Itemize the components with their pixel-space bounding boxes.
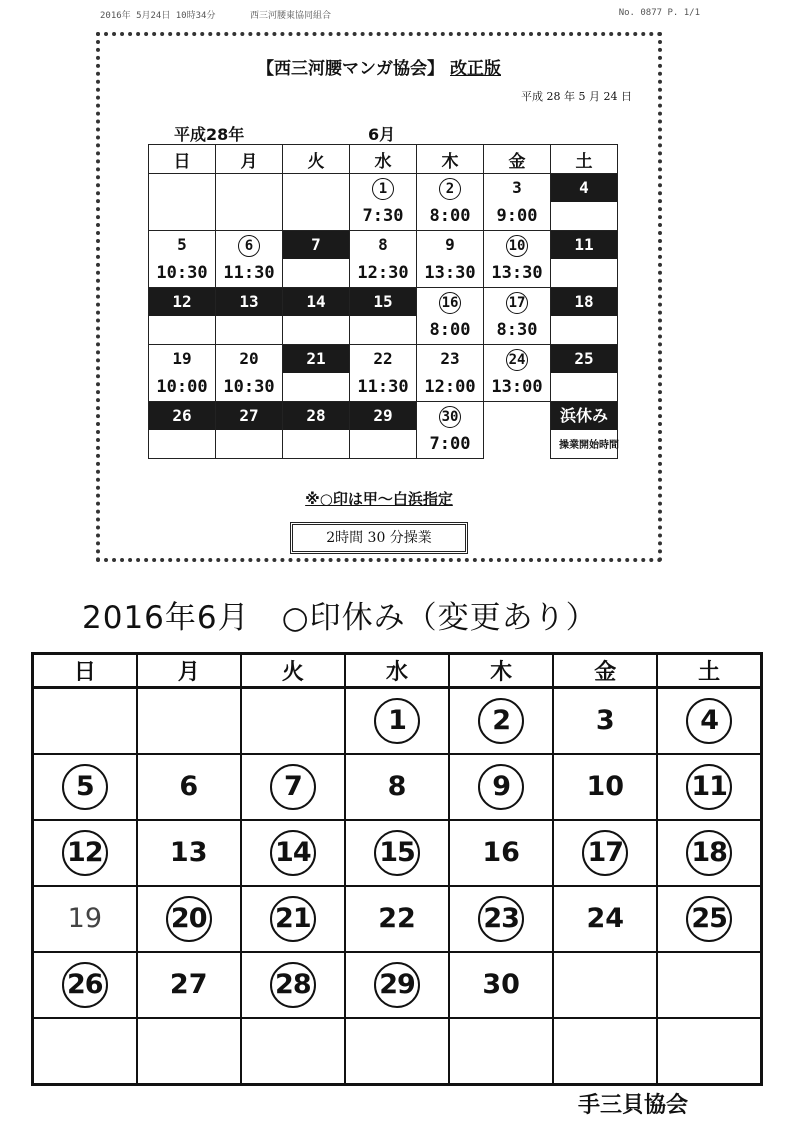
calendar-day-cell (345, 688, 449, 755)
calendar-day-cell (553, 754, 657, 820)
start-time: 10:30 (223, 377, 275, 397)
day-number: 24 (586, 903, 625, 934)
day-number: 25 (574, 349, 594, 368)
day-number: 9 (445, 235, 455, 254)
calendar-day-cell (657, 820, 761, 886)
calendar-week (33, 688, 762, 755)
calendar-day-cell (345, 886, 449, 952)
day-number: 3 (595, 705, 615, 736)
calendar-day-cell (33, 886, 137, 952)
day-number: 19 (172, 349, 192, 368)
day-number-bar (551, 174, 617, 202)
calendar-day-cell (345, 820, 449, 886)
start-time (551, 259, 617, 287)
holiday-day-number: 9 (478, 764, 524, 810)
weekday-header: 火 (241, 654, 345, 688)
start-time (216, 202, 282, 230)
start-time (149, 316, 215, 344)
start-time (551, 373, 617, 401)
calendar-week (33, 1018, 762, 1085)
calendar-week (149, 345, 618, 402)
weekday-header: 月 (137, 654, 241, 688)
calendar-day-cell (553, 820, 657, 886)
weekday-header: 火 (283, 145, 350, 174)
calendar-day-cell (551, 231, 618, 288)
calendar-week (149, 402, 618, 459)
day-number-bar (283, 402, 349, 430)
calendar-day-cell (216, 402, 283, 459)
calendar-day-cell (137, 1018, 241, 1085)
start-time: 10:30 (156, 263, 208, 283)
day-number-bar (551, 345, 617, 373)
day-number-bar (417, 345, 483, 373)
notice-title-text: 【西三河腰マンガ協会】 (257, 59, 444, 79)
calendar-day-cell (657, 952, 761, 1018)
calendar-week (149, 288, 618, 345)
day-number: 20 (239, 349, 259, 368)
weekday-header: 日 (33, 654, 137, 688)
calendar-day-cell (216, 345, 283, 402)
calendar-day-cell (449, 886, 553, 952)
day-number-bar (417, 288, 483, 316)
weekday-header: 金 (484, 145, 551, 174)
holiday-day-number: 23 (478, 896, 524, 942)
circled-day-number: 2 (439, 178, 461, 200)
calendar-day-cell (484, 345, 551, 402)
calendar-day-cell (241, 886, 345, 952)
day-number-bar (149, 174, 215, 202)
day-number: 13 (169, 837, 208, 868)
day-number: 6 (179, 771, 199, 802)
start-time (149, 430, 215, 458)
calendar-day-cell (33, 1018, 137, 1085)
day-number: 12 (172, 292, 192, 311)
start-time (216, 316, 282, 344)
calendar-day-cell (283, 345, 350, 402)
calendar-day-cell (484, 231, 551, 288)
day-number: 14 (306, 292, 326, 311)
calendar-day-cell (33, 754, 137, 820)
holiday-day-number: 18 (686, 830, 732, 876)
day-number-bar (484, 345, 550, 373)
calendar-day-cell (449, 1018, 553, 1085)
calendar-day-cell (417, 345, 484, 402)
day-number-bar (484, 174, 550, 202)
calendar-day-cell (241, 754, 345, 820)
day-number-bar (283, 231, 349, 259)
day-number: 18 (574, 292, 594, 311)
organization-signature: 手三貝協会 (578, 1093, 689, 1118)
day-number-bar (149, 402, 215, 430)
start-time (283, 373, 349, 401)
weekday-header: 水 (350, 145, 417, 174)
calendar-day-cell (33, 820, 137, 886)
holiday-day-number: 12 (62, 830, 108, 876)
day-number: 11 (574, 235, 594, 254)
start-time: 7:30 (362, 206, 404, 226)
day-number: 21 (306, 349, 326, 368)
calendar-week (33, 754, 762, 820)
calendar-day-cell (551, 402, 618, 459)
weekday-header: 日 (149, 145, 216, 174)
start-time: 9:00 (496, 206, 538, 226)
start-time (283, 259, 349, 287)
notice-title (100, 54, 658, 79)
fax-header (100, 6, 700, 22)
calendar-day-cell (657, 754, 761, 820)
holiday-day-number: 2 (478, 698, 524, 744)
start-time: 13:30 (424, 263, 476, 283)
start-time (283, 430, 349, 458)
calendar-day-cell (553, 952, 657, 1018)
day-number-bar (484, 231, 550, 259)
calendar-day-cell (484, 402, 551, 459)
holiday-calendar-weekdays (33, 654, 762, 688)
start-time: 8:00 (429, 206, 471, 226)
day-number-bar (484, 288, 550, 316)
calendar-day-cell (33, 688, 137, 755)
day-number-bar (350, 345, 416, 373)
calendar-day-cell (345, 754, 449, 820)
day-number-bar (417, 402, 483, 430)
day-number-bar (216, 402, 282, 430)
fax-page-number: No. 0877 P. 1/1 (618, 8, 700, 18)
holiday-calendar (31, 652, 763, 1086)
calendar-day-cell (350, 174, 417, 231)
day-number-bar (551, 231, 617, 259)
start-time (283, 316, 349, 344)
calendar-day-cell (345, 1018, 449, 1085)
day-number-bar (283, 288, 349, 316)
calendar-day-cell (449, 820, 553, 886)
start-time-caption: 操業開始時間 (559, 440, 619, 451)
calendar-day-cell (216, 231, 283, 288)
calendar-day-cell (149, 345, 216, 402)
calendar-day-cell (137, 886, 241, 952)
day-number-bar (149, 345, 215, 373)
calendar-day-cell (33, 952, 137, 1018)
day-number-bar (283, 174, 349, 202)
circled-day-number: 1 (372, 178, 394, 200)
holiday-day-number: 4 (686, 698, 732, 744)
calendar-day-cell (417, 288, 484, 345)
operation-calendar (148, 144, 618, 459)
day-number-bar (216, 174, 282, 202)
calendar-day-cell (449, 754, 553, 820)
day-number: 27 (169, 969, 208, 1000)
calendar-day-cell (350, 231, 417, 288)
day-number: 8 (378, 235, 388, 254)
day-number-bar (283, 345, 349, 373)
day-number-bar (551, 288, 617, 316)
holiday-day-number: 29 (374, 962, 420, 1008)
calendar-day-cell (553, 886, 657, 952)
holiday-day-number: 15 (374, 830, 420, 876)
day-number: 15 (373, 292, 393, 311)
start-time: 11:30 (223, 263, 275, 283)
calendar-day-cell (350, 402, 417, 459)
calendar-week (33, 886, 762, 952)
start-time: 11:30 (357, 377, 409, 397)
calendar-day-cell (149, 288, 216, 345)
calendar-day-cell (551, 345, 618, 402)
calendar-day-cell (449, 952, 553, 1018)
day-number: 7 (311, 235, 321, 254)
weekday-header: 月 (216, 145, 283, 174)
day-number: 30 (482, 969, 520, 1000)
weekday-header: 木 (417, 145, 484, 174)
start-time: 13:00 (491, 377, 543, 397)
circled-day-number: 10 (506, 235, 528, 257)
holiday-label: 浜休み (559, 406, 608, 425)
day-number-bar (350, 231, 416, 259)
day-number: 27 (239, 406, 259, 425)
holiday-day-number: 14 (270, 830, 316, 876)
calendar-day-cell (484, 174, 551, 231)
operation-calendar-weekdays (149, 145, 618, 174)
start-time (350, 316, 416, 344)
calendar-day-cell (216, 174, 283, 231)
calendar-day-cell (345, 952, 449, 1018)
notice-footnote-text: ※○印は甲～白浜指定 (305, 490, 453, 508)
holiday-day-number: 1 (374, 698, 420, 744)
circled-day-number: 30 (439, 406, 461, 428)
holiday-day-number: 28 (270, 962, 316, 1008)
calendar-day-cell (149, 174, 216, 231)
day-number: 10 (586, 771, 625, 802)
calendar-week (33, 952, 762, 1018)
start-time: 7:00 (429, 434, 471, 454)
calendar-day-cell (216, 288, 283, 345)
weekday-header: 水 (345, 654, 449, 688)
holiday-day-number: 11 (686, 764, 732, 810)
calendar-day-cell (417, 174, 484, 231)
holiday-day-number: 25 (686, 896, 732, 942)
start-time: 13:30 (491, 263, 543, 283)
operation-duration-box: 2時間 30 分操業 (290, 522, 468, 554)
day-number: 5 (177, 235, 187, 254)
calendar-day-cell (417, 231, 484, 288)
calendar-day-cell (241, 952, 345, 1018)
start-time: 8:30 (496, 320, 538, 340)
day-number-bar (216, 288, 282, 316)
calendar-day-cell (241, 1018, 345, 1085)
calendar-day-cell (137, 820, 241, 886)
day-number-bar (350, 174, 416, 202)
day-number: 3 (512, 178, 522, 197)
day-number: 23 (440, 349, 460, 368)
day-number: 26 (172, 406, 192, 425)
calendar-day-cell (553, 1018, 657, 1085)
calendar-day-cell (149, 231, 216, 288)
weekday-header: 金 (553, 654, 657, 688)
holiday-day-number: 21 (270, 896, 316, 942)
holiday-day-number: 26 (62, 962, 108, 1008)
start-time (283, 202, 349, 230)
day-number: 22 (378, 903, 416, 934)
notice-year-label: 平成28年 (174, 125, 245, 144)
day-number: 22 (373, 349, 393, 368)
circled-day-number: 16 (439, 292, 461, 314)
calendar-day-cell (283, 231, 350, 288)
notice-date: 平成 28 年 5 月 24 日 (521, 90, 632, 103)
calendar-day-cell (449, 688, 553, 755)
calendar-day-cell (137, 952, 241, 1018)
calendar-day-cell (137, 754, 241, 820)
calendar-day-cell (137, 688, 241, 755)
day-number-bar (149, 231, 215, 259)
day-number-bar (350, 402, 416, 430)
fax-timestamp: 2016年 5月24日 10時34分 (100, 11, 216, 21)
day-number: 4 (579, 178, 589, 197)
start-time: 8:00 (429, 320, 471, 340)
notice-footnote (100, 488, 658, 509)
weekday-header: 土 (551, 145, 618, 174)
day-number-bar (149, 288, 215, 316)
day-number-bar (417, 231, 483, 259)
calendar-day-cell (657, 688, 761, 755)
fax-sender: 西三河腰東協同組合 (250, 11, 332, 21)
calendar-week (149, 174, 618, 231)
holiday-day-number: 5 (62, 764, 108, 810)
start-time: 10:00 (156, 377, 208, 397)
weekday-header: 土 (657, 654, 761, 688)
calendar-day-cell (149, 402, 216, 459)
calendar-day-cell (551, 288, 618, 345)
calendar-day-cell (551, 174, 618, 231)
calendar-day-cell (241, 820, 345, 886)
day-number: 16 (482, 837, 520, 868)
weekday-header: 木 (449, 654, 553, 688)
notice-month-label: 6月 (368, 125, 396, 144)
calendar-day-cell (484, 288, 551, 345)
calendar-day-cell (657, 1018, 761, 1085)
day-number: 8 (387, 771, 407, 802)
calendar-day-cell (241, 688, 345, 755)
start-time: 12:30 (357, 263, 409, 283)
calendar-day-cell (283, 174, 350, 231)
calendar-week (149, 231, 618, 288)
start-time (216, 430, 282, 458)
circled-day-number: 24 (506, 349, 528, 371)
day-number-bar (216, 345, 282, 373)
start-time (350, 430, 416, 458)
day-number: 28 (306, 406, 326, 425)
notice-revision: 改正版 (450, 59, 501, 79)
day-number-bar (350, 288, 416, 316)
day-number: 19 (67, 903, 102, 934)
day-number-bar (551, 402, 617, 430)
day-number-bar (216, 231, 282, 259)
calendar-day-cell (657, 886, 761, 952)
start-time (551, 316, 617, 344)
calendar-day-cell (283, 288, 350, 345)
holiday-day-number: 20 (166, 896, 212, 942)
start-time: 12:00 (424, 377, 476, 397)
day-number-bar (417, 174, 483, 202)
day-number: 29 (373, 406, 393, 425)
calendar-day-cell (283, 402, 350, 459)
start-time (149, 202, 215, 230)
calendar-day-cell (350, 288, 417, 345)
calendar-day-cell (417, 402, 484, 459)
calendar-day-cell (350, 345, 417, 402)
calendar-week (33, 820, 762, 886)
calendar-day-cell (553, 688, 657, 755)
day-number: 13 (239, 292, 259, 311)
notice-section (96, 32, 662, 562)
holiday-calendar-title: 2016年6月 ○印休み（変更あり） (82, 600, 598, 636)
start-time (551, 202, 617, 230)
circled-day-number: 6 (238, 235, 260, 257)
holiday-day-number: 7 (270, 764, 316, 810)
circled-day-number: 17 (506, 292, 528, 314)
holiday-day-number: 17 (582, 830, 628, 876)
